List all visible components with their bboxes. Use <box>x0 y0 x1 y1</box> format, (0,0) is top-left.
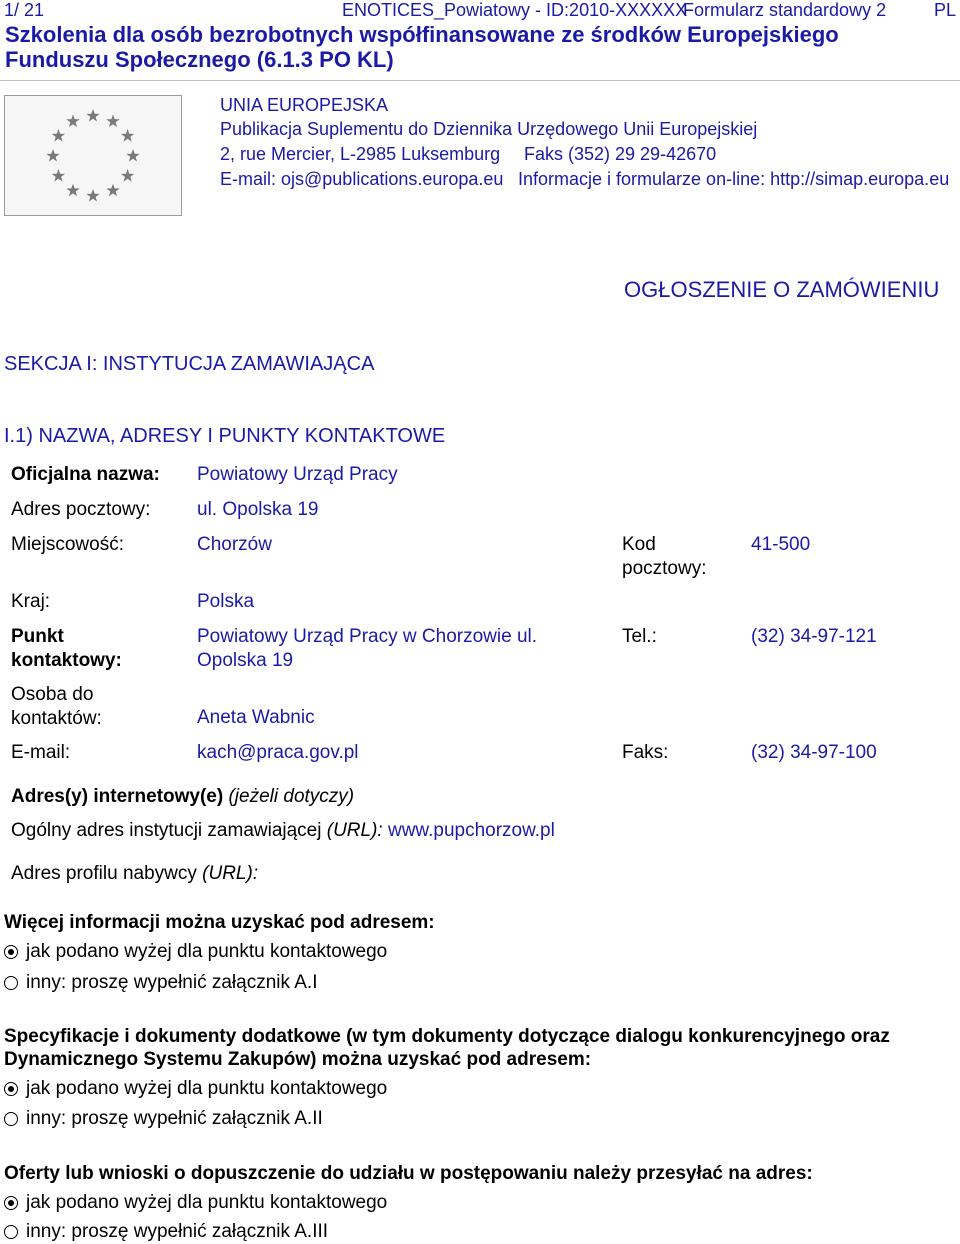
tenders-option-other-label: inny: proszę wypełnić załącznik A.III <box>26 1221 329 1242</box>
section-title: SEKCJA I: INSTYTUCJA ZAMAWIAJĄCA <box>4 353 375 375</box>
document-title: Szkolenia dla osób bezrobotnych współfinansowane ze środków Europejskiego Funduszu Społecznego (6.1.3 PO KL) <box>5 22 839 72</box>
postal-address-value: ul. Opolska 19 <box>197 499 319 520</box>
phone-value: (32) 34-97-121 <box>751 626 877 647</box>
more-info-heading: Więcej informacji można uzyskać pod adresem: <box>4 912 435 933</box>
email-value[interactable]: kach@praca.gov.pl <box>197 742 359 763</box>
specs-heading: Specyfikacje i dokumenty dodatkowe (w tym dokumenty dotyczące dialogu konkurencyjnego oraz <box>4 1026 890 1047</box>
postal-code-value: 41-500 <box>751 534 811 555</box>
publisher-name: UNIA EUROPEJSKA <box>220 95 389 115</box>
radio-selected-icon[interactable] <box>4 945 18 959</box>
publisher-fax: Faks (352) 29 29-42670 <box>524 144 717 164</box>
town-value: Chorzów <box>197 534 272 555</box>
header-divider <box>0 80 960 81</box>
publisher-line: Publikacja Suplementu do Dziennika Urzędowego Unii Europejskiej <box>220 119 758 139</box>
internet-heading <box>11 785 354 809</box>
tenders-heading: Oferty lub wnioski o dopuszczenie do udziału w postępowaniu należy przesyłać na adres: <box>4 1163 813 1184</box>
radio-selected-icon[interactable] <box>4 1082 18 1096</box>
official-name-value: Powiatowy Urząd Pracy <box>197 464 398 485</box>
town-label: Miejscowość: <box>11 534 124 555</box>
notice-title: OGŁOSZENIE O ZAMÓWIENIU <box>624 277 940 302</box>
tenders-option-selected[interactable] <box>4 1191 387 1215</box>
specs-option-selected-label: jak podano wyżej dla punktu kontaktowego <box>26 1078 388 1099</box>
radio-empty-icon[interactable] <box>4 976 18 990</box>
tenders-option-selected-label: jak podano wyżej dla punktu kontaktowego <box>26 1192 388 1213</box>
more-info-option-other[interactable] <box>4 971 317 995</box>
radio-selected-icon[interactable] <box>4 1196 18 1210</box>
buyer-profile-label: Adres profilu nabywcy <box>11 863 197 884</box>
country-value: Polska <box>197 591 255 612</box>
more-info-option-other-label: inny: proszę wypełnić załącznik A.I <box>26 972 318 993</box>
page-number: 1/ 21 <box>4 0 45 20</box>
radio-empty-icon[interactable] <box>4 1112 18 1126</box>
publisher-info-link[interactable]: Informacje i formularze on-line: http://simap.europa.eu <box>518 169 950 189</box>
postal-code-label-line2: pocztowy: <box>622 558 707 579</box>
buyer-profile-row <box>11 862 258 886</box>
more-info-option-selected-label: jak podano wyżej dla punktu kontaktowego <box>26 941 388 962</box>
publisher-address: 2, rue Mercier, L-2985 Luksemburg <box>220 144 501 164</box>
postal-address-label: Adres pocztowy: <box>11 499 151 520</box>
contact-point-label-line2: kontaktowy: <box>11 650 122 671</box>
tenders-option-other[interactable] <box>4 1220 328 1244</box>
buyer-profile-tag: (URL): <box>202 863 259 884</box>
eu-stars-icon <box>5 96 181 215</box>
postal-code-label: Kod <box>622 534 656 555</box>
radio-empty-icon[interactable] <box>4 1225 18 1239</box>
phone-label: Tel.: <box>622 626 657 647</box>
official-name-label: Oficjalna nazwa: <box>11 464 160 485</box>
document-id: ENOTICES_Powiatowy - ID:2010-XXXXXX <box>342 0 688 20</box>
general-url-label: Ogólny adres instytucji zamawiającej <box>11 820 322 841</box>
form-type: Formularz standardowy 2 <box>683 0 887 20</box>
contact-person-label-line2: kontaktów: <box>11 708 102 729</box>
publisher-email: E-mail: ojs@publications.europa.eu <box>220 169 504 189</box>
contact-person-value: Aneta Wabnic <box>197 707 315 728</box>
specs-option-other[interactable] <box>4 1107 323 1131</box>
contact-point-label: Punkt <box>11 626 64 647</box>
specs-option-other-label: inny: proszę wypełnić załącznik A.II <box>26 1108 323 1129</box>
specs-heading-line2: Dynamicznego Systemu Zakupów) można uzyskać pod adresem: <box>4 1049 592 1070</box>
general-url-row <box>11 819 555 843</box>
internet-heading-text: Adres(y) internetowy(e) <box>11 786 224 807</box>
email-label: E-mail: <box>11 742 71 763</box>
fax-label: Faks: <box>622 742 669 763</box>
subsection-title: I.1) NAZWA, ADRESY I PUNKTY KONTAKTOWE <box>4 425 446 447</box>
internet-heading-note: (jeżeli dotyczy) <box>228 786 355 807</box>
general-url-tag: (URL): <box>326 820 383 841</box>
contact-person-label: Osoba do <box>11 684 94 705</box>
more-info-option-selected[interactable] <box>4 940 387 964</box>
eu-flag-logo <box>4 95 182 216</box>
country-label: Kraj: <box>11 591 51 612</box>
fax-value: (32) 34-97-100 <box>751 742 877 763</box>
contact-point-value: Powiatowy Urząd Pracy w Chorzowie ul. <box>197 626 538 647</box>
specs-option-selected[interactable] <box>4 1077 387 1101</box>
contact-point-value-line2: Opolska 19 <box>197 650 294 671</box>
general-url-value[interactable]: www.pupchorzow.pl <box>387 820 555 841</box>
language-code: PL <box>934 0 957 20</box>
